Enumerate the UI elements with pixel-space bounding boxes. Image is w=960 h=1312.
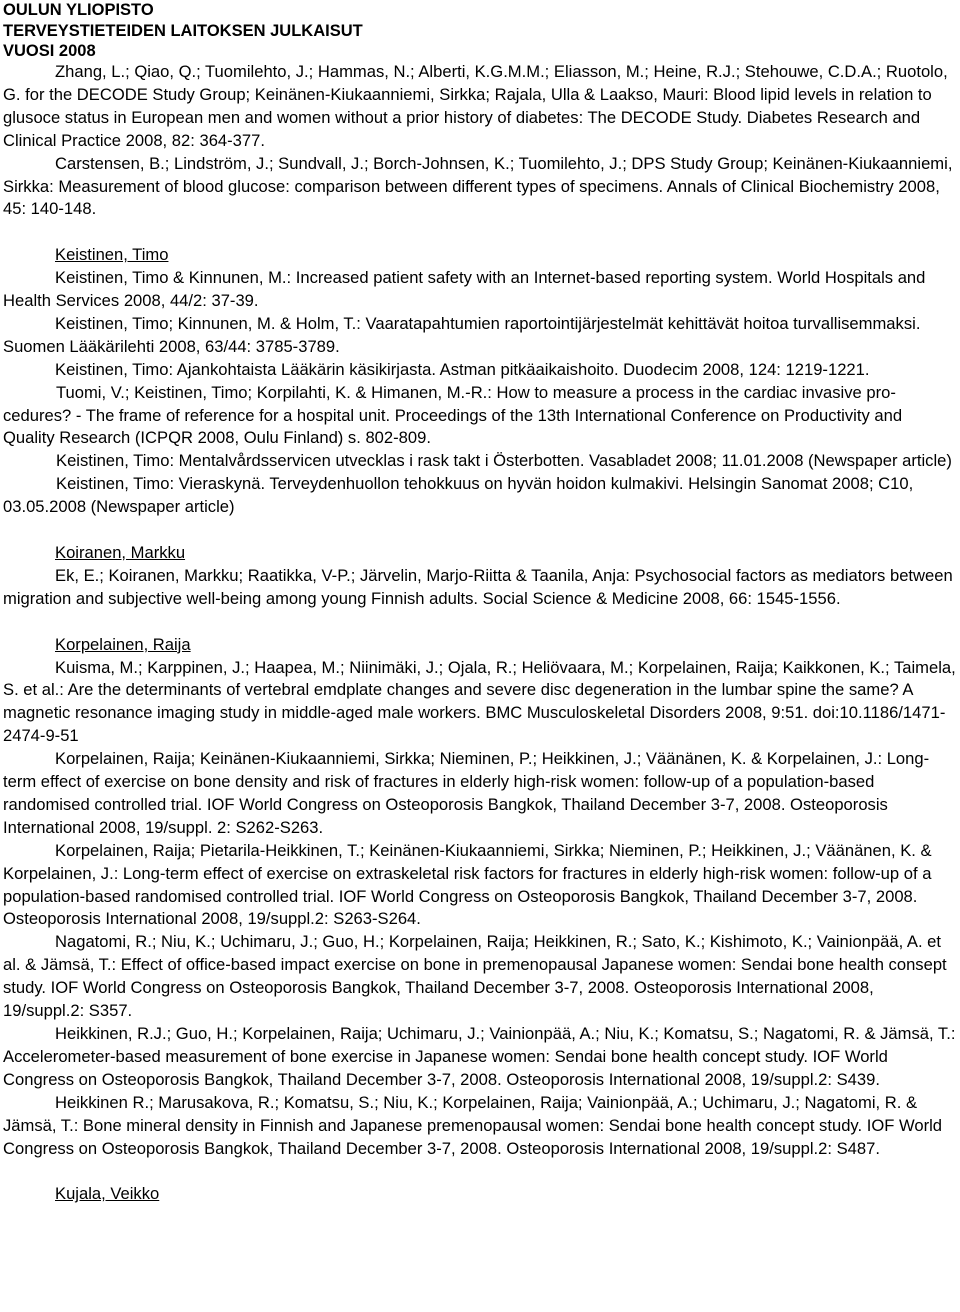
publication-entry: Heikkinen R.; Marusakova, R.; Komatsu, S.; Niu, K.; Korpelainen, Raija; Vainionpää, A.; Uchimaru, J.; Nagatomi, R. & Jämsä, T.: Bone mineral density in Finnish and Japanese premenopausal women: Sendai bone health concept study. IOF World Congress on Osteoporosis Bangkok, Thailand December 3-7, 2008. Osteoporosis International 2008, 19/suppl.2: S487. [3, 1092, 943, 1158]
publication-entry: Kuisma, M.; Karppinen, J.; Haapea, M.; Niinimäki, J.; Ojala, R.; Heliövaara, M.; Korpelainen, Raija; Kaikkonen, K.; Taimela, S. et al.: Are the determinants of vertebral emdplate changes and severe disc degeneration in the lumbar spine the same? A magnetic resonance imaging study in middle-aged male workers. BMC Musculoskeletal Disorders 2008, 9:51. doi:10.1186/1471-2474-9-51 [3, 657, 956, 746]
publication-entry: Korpelainen, Raija; Keinänen-Kiukaanniemi, Sirkka; Nieminen, P.; Heikkinen, J.; Väänänen, K. & Korpelainen, J.: Long-term effect of exercise on bone density and risk of fractures in elderly high-risk women: follow-up of a population-based randomised controlled trial. IOF World Congress on Osteoporosis Bangkok, Thailand December 3-7, 2008. Osteoporosis International 2008, 19/suppl. 2: S262-S263. [3, 749, 930, 837]
spacer [3, 1160, 957, 1183]
author-heading-korpelainen: Korpelainen, Raija [55, 634, 191, 654]
header-year: VUOSI 2008 [3, 42, 96, 60]
publication-entry: Tuomi, V.; Keistinen, Timo; Korpilahti, K. & Himanen, M.-R.: How to measure a process in the cardiac invasive pro-cedures? - The frame of reference for a hospital unit. Proceedings of the 13th International Conference on Productivity and Quality Research (ICPQR 2008, Oulu Finland) s. 802-809. [3, 382, 903, 448]
publication-entry: Zhang, L.; Qiao, Q.; Tuomilehto, J.; Hammas, N.; Alberti, K.G.M.M.; Eliasson, M.; Heine, R.J.; Stehouwe, C.D.A.; Ruotolo, G. for the DECODE Study Group; Keinänen-Kiukaanniemi, Sirkka; Rajala, Ulla & Laakso, Mauri: Blood lipid levels in relation to glusoce status in European men and women without a prior history of diabetes: The DECODE Study. Diabetes Research and Clinical Practice 2008, 82: 364-377. [3, 62, 948, 150]
publication-list [3, 61, 957, 1206]
spacer [3, 611, 957, 634]
publication-entry: Keistinen, Timo: Mentalvårdsservicen utvecklas i rask takt i Österbotten. Vasabladet 2008; 11.01.2008 (Newspaper article) [56, 451, 952, 471]
author-heading-keistinen: Keistinen, Timo [55, 245, 169, 265]
publication-entry: Ek, E.; Koiranen, Markku; Raatikka, V-P.; Järvelin, Marjo-Riitta & Taanila, Anja: Psychosocial factors as mediators between migration and subjective well-being among young Finnish adults. Social Science & Medicine 2008, 66: 1545-1556. [3, 565, 953, 608]
publication-entry: Korpelainen, Raija; Pietarila-Heikkinen, T.; Keinänen-Kiukaanniemi, Sirkka; Nieminen, P.; Heikkinen, J.; Väänänen, K. & Korpelainen, J.: Long-term effect of exercise on extraskeletal risk factors for fractures in elderly high-risk women: follow-up of a population-based randomised controlled trial. IOF World Congress on Osteoporosis Bangkok, Thailand December 3-7, 2008. Osteoporosis International 2008, 19/suppl.2: S263-S264. [3, 840, 932, 929]
publication-entry: Keistinen, Timo: Vieraskynä. Terveydenhuollon tehokkuus on hyvän hoidon kulmakivi. Helsingin Sanomat 2008; C10, 03.05.2008 (Newspaper article) [3, 474, 914, 517]
publication-entry: Nagatomi, R.; Niu, K.; Uchimaru, J.; Guo, H.; Korpelainen, Raija; Heikkinen, R.; Sato, K.; Kishimoto, K.; Vainionpää, A. et al. & Jämsä, T.: Effect of office-based impact exercise on bone in premenopausal Japanese women: Sendai bone health consept study. IOF World Congress on Osteoporosis Bangkok, Thailand December 3-7, 2008. Osteoporosis International 2008, 19/suppl.2: S357. [3, 932, 947, 1021]
spacer [3, 519, 957, 542]
author-heading-kujala: Kujala, Veikko [55, 1184, 160, 1204]
document-header [3, 0, 363, 62]
header-university: OULUN YLIOPISTO [3, 1, 154, 19]
spacer [3, 221, 957, 244]
publication-entry: Heikkinen, R.J.; Guo, H.; Korpelainen, Raija; Uchimaru, J.; Vainionpää, A.; Niu, K.; Komatsu, S.; Nagatomi, R. & Jämsä, T.: Accelerometer-based measurement of bone exercise in Japanese women: Sendai bone health concept study. IOF World Congress on Osteoporosis Bangkok, Thailand December 3-7, 2008. Osteoporosis International 2008, 19/suppl.2: S439. [3, 1024, 956, 1089]
publication-entry: Keistinen, Timo; Kinnunen, M. & Holm, T.: Vaaratapahtumien raportointijärjestelmät kehittävät hoitoa turvallisemmaksi. Suomen Lääkärilehti 2008, 63/44: 3785-3789. [3, 313, 921, 356]
header-publications-title: TERVEYSTIETEIDEN LAITOKSEN JULKAISUT [3, 21, 363, 40]
publication-entry: Keistinen, Timo & Kinnunen, M.: Increased patient safety with an Internet-based reporting system. World Hospitals and Health Services 2008, 44/2: 37-39. [3, 268, 926, 311]
author-heading-koiranen: Koiranen, Markku [55, 543, 186, 562]
publication-entry: Keistinen, Timo: Ajankohtaista Lääkärin käsikirjasta. Astman pitkäaikaishoito. Duodecim 2008, 124: 1219-1221. [55, 359, 870, 379]
publication-entry: Carstensen, B.; Lindström, J.; Sundvall, J.; Borch-Johnsen, K.; Tuomilehto, J.; DPS Study Group; Keinänen-Kiukaanniemi, Sirkka: Measurement of blood glucose: comparison between different types of specimens. Annals of Clinical Biochemistry 2008, 45: 140-148. [3, 153, 953, 219]
